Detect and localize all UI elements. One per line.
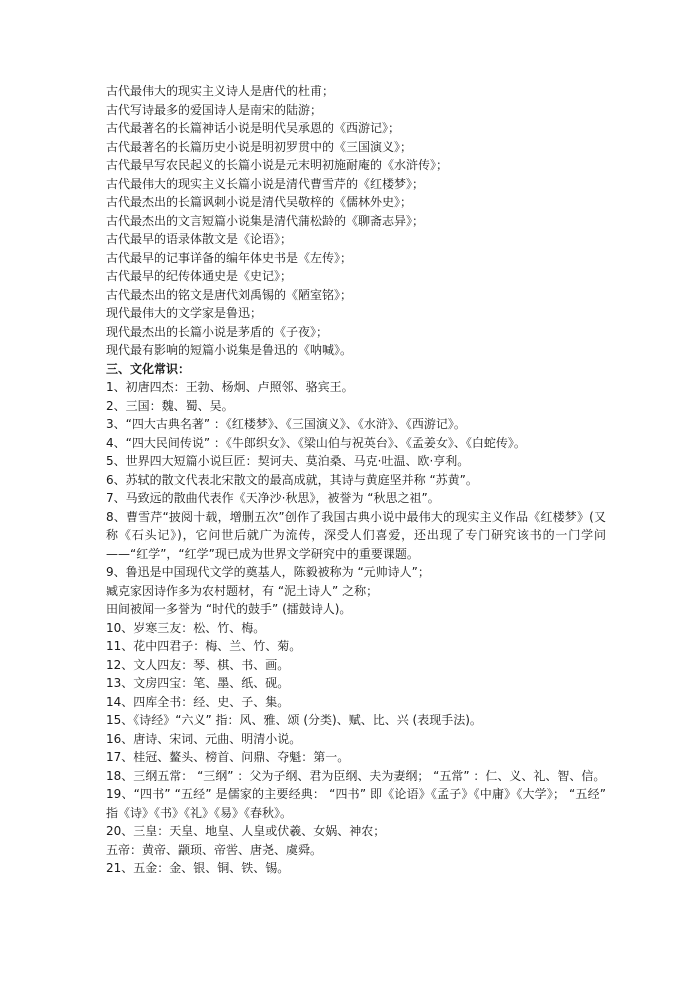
list-item: 21、五金：金、银、铜、铁、锡。 xyxy=(106,861,290,875)
text-line: 古代最早写农民起义的长篇小说是元末明初施耐庵的《水浒传》； xyxy=(106,158,449,172)
text-line: 古代最早的记事详备的编年体史书是《左传》； xyxy=(106,250,353,265)
list-item: 4、“四大民间传说” ：《牛郎织女》、《梁山伯与祝英台》、《孟姜女》、《白蛇传》。 xyxy=(106,435,526,450)
list-item: 5、世界四大短篇小说巨匠：契诃夫、莫泊桑、马克·吐温、欧·亨利。 xyxy=(106,454,470,468)
list-item: 20、三皇：天皇、地皇、人皇或伏羲、女娲、神农； xyxy=(106,824,386,838)
list-item-continuation: 五帝：黄帝、颛顼、帝喾、唐尧、虞舜。 xyxy=(106,842,323,857)
list-item: 6、苏轼的散文代表北宋散文的最高成就，其诗与黄庭坚并称 “苏黄”。 xyxy=(106,472,478,487)
list-item: 14、四库全书：经、史、子、集。 xyxy=(106,694,290,709)
text-line: 古代最杰出的长篇讽刺小说是清代吴敬梓的《儒林外史》； xyxy=(106,195,413,209)
list-item: 1、初唐四杰：王勃、杨炯、卢照邻、骆宾王。 xyxy=(106,380,354,394)
text-line: 现代最有影响的短篇小说集是鲁迅的《呐喊》。 xyxy=(106,343,353,357)
text-line: 古代最早的纪传体通史是《史记》； xyxy=(106,269,293,283)
list-item: 19、“四书” “五经” 是儒家的主要经典： “四书” 即《论语》《孟子》《中庸》《大学》； “五经” 指《诗》《书》《礼》《易》《春秋》。 xyxy=(106,787,606,820)
list-item: 18、三纲五常： “三纲” ：父为子纲、君为臣纲、夫为妻纲； “五常” ：仁、义、礼、智、信。 xyxy=(106,768,606,783)
list-item: 15、《诗经》“六义” 指：风、雅、颂 (分类)、赋、比、兴 (表现手法)。 xyxy=(106,713,482,727)
text-line: 古代最著名的长篇历史小说是明初罗贯中的《三国演义》； xyxy=(106,139,413,154)
document-page xyxy=(106,82,606,878)
list-item: 13、文房四宝：笔、墨、纸、砚。 xyxy=(106,676,290,690)
text-line: 古代最伟大的现实主义长篇小说是清代曹雪芹的《红楼梦》； xyxy=(106,176,425,191)
list-item: 2、三国：魏、蜀、吴。 xyxy=(106,398,234,413)
text-line: 古代最杰出的铭文是唐代刘禹锡的《陋室铭》； xyxy=(106,287,353,302)
text-line: 现代最杰出的长篇小说是茅盾的《子夜》； xyxy=(106,324,329,339)
list-item-continuation: 田间被闻一多誉为 “时代的鼓手” (擂鼓诗人)。 xyxy=(106,602,352,616)
section-heading: 三、文化常识： xyxy=(106,361,191,376)
text-line: 现代最伟大的文学家是鲁迅； xyxy=(106,306,263,320)
list-item: 9、鲁迅是中国现代文学的奠基人，陈毅被称为 “元帅诗人”； xyxy=(106,565,430,579)
list-item: 16、唐诗、宋词、元曲、明清小说。 xyxy=(106,731,302,746)
text-line: 古代写诗最多的爱国诗人是南宋的陆游； xyxy=(106,102,323,117)
text-line: 古代最著名的长篇神话小说是明代吴承恩的《西游记》； xyxy=(106,121,401,135)
list-item: 7、马致远的散曲代表作《天净沙·秋思》，被誉为 “秋思之祖”。 xyxy=(106,491,440,505)
list-item: 12、文人四友：琴、棋、书、画。 xyxy=(106,657,290,672)
list-item: 11、花中四君子：梅、兰、竹、菊。 xyxy=(106,639,302,653)
text-line: 古代最杰出的文言短篇小说集是清代蒲松龄的《聊斋志异》； xyxy=(106,213,425,228)
list-item: 17、桂冠、鳌头、榜首、问鼎、夺魁：第一。 xyxy=(106,750,350,764)
text-line: 古代最早的语录体散文是《论语》； xyxy=(106,232,293,246)
text-line: 古代最伟大的现实主义诗人是唐代的杜甫； xyxy=(106,84,335,98)
list-item: 8、曹雪芹“披阅十载，增删五次”创作了我国古典小说中最伟大的现实主义作品《红楼梦》(又称《石头记》)，它问世后就广为流传，深受人们喜爱，还出现了专门研究该书的一门学问——“红学”，“红学”现已成为世界文学研究中的重要课题。 xyxy=(106,509,606,561)
list-item-continuation: 臧克家因诗作多为农村题材，有 “泥土诗人” 之称； xyxy=(106,583,379,598)
list-item: 10、岁寒三友：松、竹、梅。 xyxy=(106,620,266,635)
list-item: 3、“四大古典名著” ：《红楼梦》、《三国演义》、《水浒》、《西游记》。 xyxy=(106,417,466,431)
